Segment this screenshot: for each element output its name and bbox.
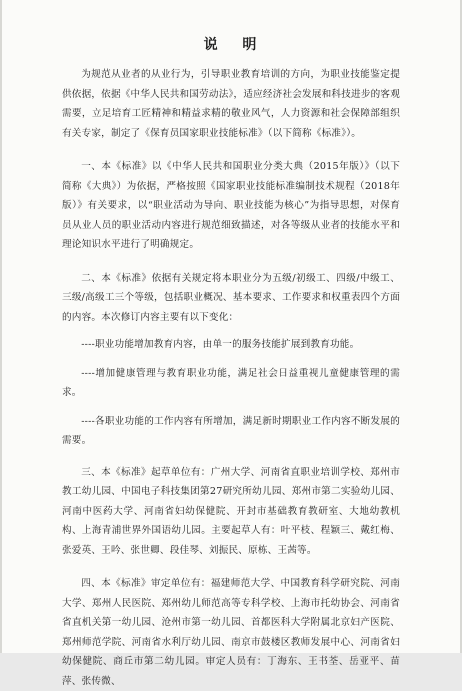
- section-1-paragraph: 一、本《标准》以《中华人民共和国职业分类大典（2015年版）》（以下简称《大典》）为依据，严格按照《国家职业技能标准编制技术规程（2018年版）》有关要求，以“职业活动为导向、职业技能为核心”为指导思想，对保育员从业人员的职业活动内容进行规范细致描述，对各等级从业者的技能水平和理论知识水平进行了明确规定。: [62, 161, 400, 250]
- page-title: 说 明: [203, 37, 267, 53]
- page-edge-left: [0, 0, 2, 653]
- intro-paragraph: 为规范从业者的从业行为，引导职业教育培训的方向，为职业技能鉴定提供依据，依据《中华人民共和国劳动法》，适应经济社会发展和科技进步的客观需要，立足培育工匠精神和精益求精的敬业风气，人力资源和社会保障部组织有关专家，制定了《保育员国家职业技能标准》（以下简称《标准》）。: [62, 69, 400, 139]
- change-item-work-content: ----各职业功能的工作内容有所增加，满足新时期职业工作内容不断发展的需要。: [62, 415, 400, 446]
- change-item-health: ----增加健康管理与教育职业功能，满足社会日益重视儿童健康管理的需求。: [62, 367, 400, 398]
- change-item-education: ----职业功能增加教育内容，由单一的服务技能扩展到教育功能。: [81, 339, 360, 350]
- section-4-paragraph: 四、本《标准》审定单位有：福建师范大学、中国教育科学研究院、河南大学、郑州人民医院、郑州幼儿师范高等专科学校、上海市托幼协会、河南省省直机关第一幼儿园、沧州市第一幼儿园、首都医科大学附属北京妇产医院、郑州师范学院、河南省水利厅幼儿园、南京市鼓楼区教师发展中心、河南省妇幼保健院、商丘市第二幼儿园。审定人员有：丁海东、王书荃、岳亚平、苗萍、张传微、: [62, 578, 400, 687]
- section-2-paragraph: 二、本《标准》依据有关规定将本职业分为五级/初级工、四级/中级工、三级/高级工三个等级，包括职业概况、基本要求、工作要求和权重表四个方面的内容。本次修订内容主要有以下变化：: [62, 272, 400, 323]
- section-3-paragraph: 三、本《标准》起草单位有：广州大学、河南省直职业培训学校、郑州市教工幼儿园、中国电子科技集团第27研究所幼儿园、郑州市第二实验幼儿园、河南中医药大学、河南省妇幼保健院、开封市基础教育教研室、大地幼教机构、上海青浦世界外国语幼儿园。主要起草人有：叶平枝、程颖三、戴红梅、张爱英、王吟、张世卿、段佳琴、刘振民、原栋、王茜等。: [62, 466, 400, 556]
